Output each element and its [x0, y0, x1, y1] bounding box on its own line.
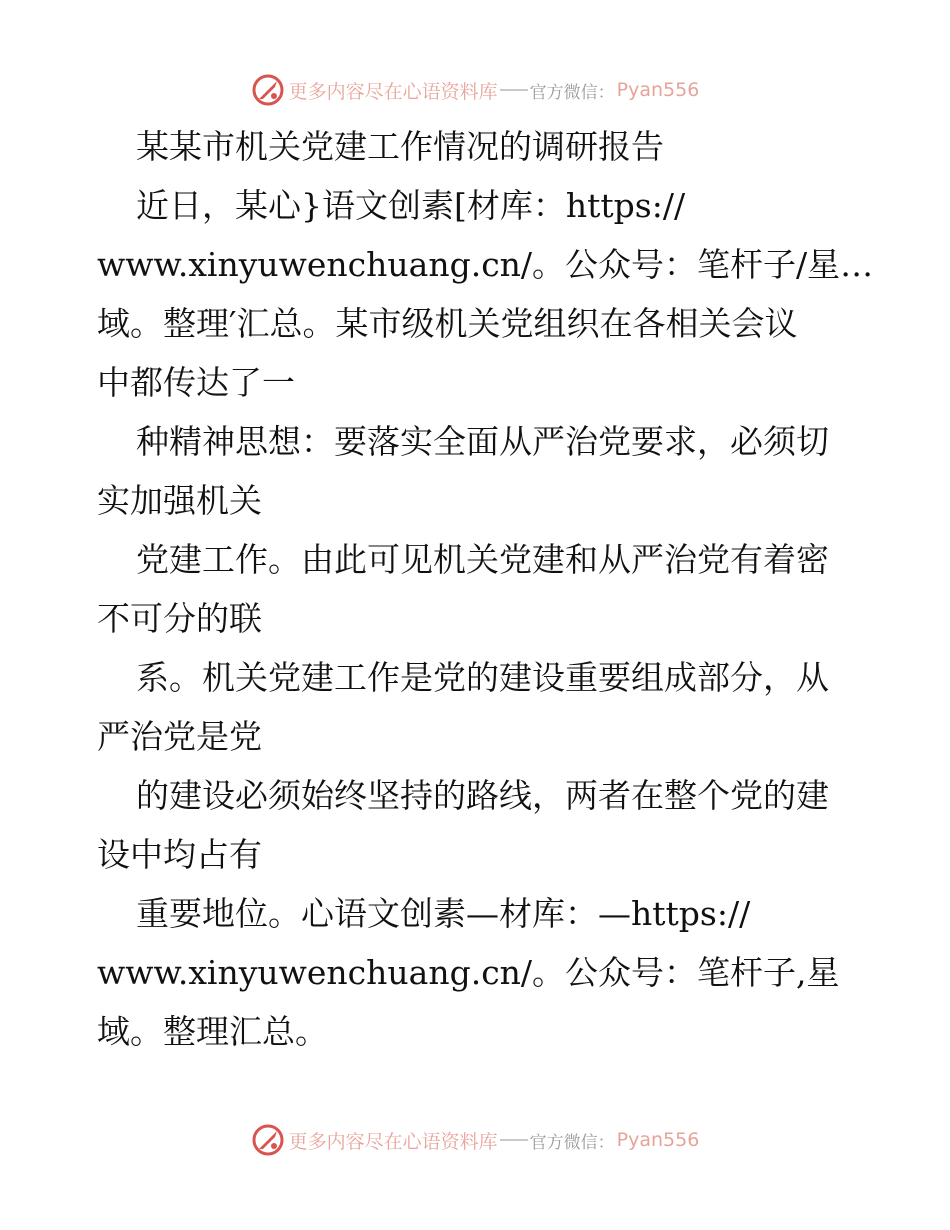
paragraph-line: www.xinyuwenchuang.cn/。公众号：笔杆子,星 [97, 953, 840, 992]
pen-logo-icon [251, 73, 285, 107]
footer-banner [0, 1120, 950, 1160]
banner-wechat-label: 官方微信： [529, 82, 615, 103]
paragraph-line: 的建设必须始终坚持的路线，两者在整个党的建 [136, 776, 829, 815]
paragraph-line: 系。机关党建工作是党的建设重要组成部分，从 [136, 658, 829, 697]
paragraph-line: 域。整理′汇总。某市级机关党组织在各相关会议 [97, 304, 798, 343]
paragraph-line: 实加强机关 [97, 481, 262, 520]
banner-divider [500, 89, 528, 91]
paragraph-line: www.xinyuwenchuang.cn/。公众号：笔杆子/星… [97, 245, 874, 284]
paragraph-line: 党建工作。由此可见机关党建和从严治党有着密 [136, 540, 829, 579]
paragraph-line: 不可分的联 [97, 599, 262, 638]
banner-wechat-id: Pyan556 [616, 79, 700, 101]
banner-slogan: 更多内容尽在心语资料库 [288, 80, 498, 103]
paragraph-line: 严治党是党 [97, 717, 262, 756]
pen-logo-icon [251, 1123, 285, 1157]
document-title: 某某市机关党建工作情况的调研报告 [136, 127, 664, 166]
paragraph-line: 设中均占有 [97, 835, 262, 874]
paragraph-line: 重要地位。心语文创素—材库：—https:// [136, 894, 751, 933]
header-banner [0, 70, 950, 110]
banner-wechat-id: Pyan556 [616, 1129, 700, 1151]
paragraph-line: 中都传达了一 [97, 363, 295, 402]
banner-slogan: 更多内容尽在心语资料库 [288, 1130, 498, 1153]
paragraph-line: 种精神思想：要落实全面从严治党要求，必须切 [136, 422, 829, 461]
paragraph-line: 近日，某心}语文创素[材库：https:// [136, 186, 686, 225]
paragraph-line: 域。整理汇总。 [97, 1012, 328, 1051]
banner-divider [500, 1139, 528, 1141]
banner-wechat-label: 官方微信： [529, 1132, 615, 1153]
